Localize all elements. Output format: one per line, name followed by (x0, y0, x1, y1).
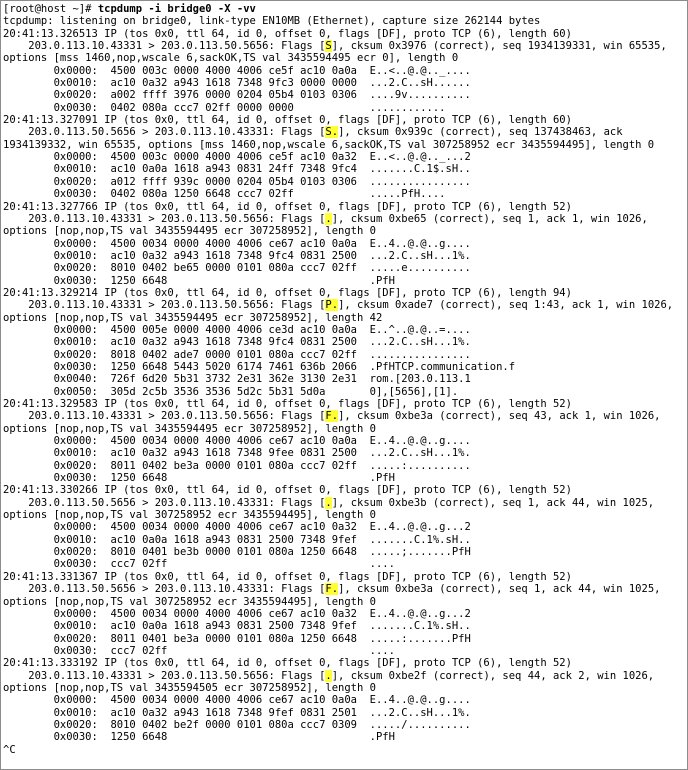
capture-output (3, 15, 687, 743)
output-text: ], cksum 0xbe3b (correct), seq 1, ack 44, win 1025, (331, 496, 655, 509)
output-text: 20:41:13.327091 IP (tos 0x0, ttl 64, id 0, offset 0, flags [DF], proto TCP (6), length 60) (3, 114, 572, 127)
output-text: 0x0030: 1250 6648 .PfH (3, 274, 395, 287)
output-line (3, 324, 687, 336)
output-line (3, 633, 687, 645)
output-text: ], cksum 0xbe65 (correct), seq 1, ack 1, win 1026, (331, 212, 648, 225)
output-line (3, 40, 687, 52)
output-line (3, 398, 687, 410)
output-text: 203.0.113.10.43331 > 203.0.113.50.5656: Flags [ (3, 669, 326, 682)
output-line (3, 89, 687, 101)
tcp-flags-highlight: . (325, 212, 332, 225)
output-line (3, 102, 687, 114)
output-text: 0x0020: 8011 0401 be3a 0000 0101 080a 1250 6648 .....:.......PfH (3, 632, 471, 645)
terminal-output (3, 3, 687, 756)
output-line (3, 176, 687, 188)
output-line (3, 472, 687, 484)
output-line (3, 484, 687, 496)
output-line (3, 275, 687, 287)
output-text: options [nop,nop,TS val 3435594505 ecr 307258952], length 0 (3, 681, 376, 694)
output-text: 0x0010: ac10 0a32 a943 1618 7348 9fef 0831 2501 ...2.C..sH...1%. (3, 706, 471, 719)
output-line (3, 583, 687, 595)
output-text: ], cksum 0xbe2f (correct), seq 44, ack 2, win 1026, (331, 669, 655, 682)
interrupt-text: ^C (3, 743, 16, 756)
output-text: 20:41:13.330266 IP (tos 0x0, ttl 64, id 0, offset 0, flags [DF], proto TCP (6), length 52) (3, 484, 572, 497)
output-text: options [nop,nop,TS val 3435594495 ecr 307258952], length 0 (3, 225, 376, 238)
output-text: 0x0020: a012 ffff 939c 0000 0204 05b4 0103 0306 ................ (3, 175, 471, 188)
output-line (3, 620, 687, 632)
output-line (3, 386, 687, 398)
command-text: tcpdump -i bridge0 -X -vv (97, 3, 256, 15)
output-text: 0x0010: ac10 0a32 a943 1618 7348 9fee 0831 2500 ...2.C..sH...1%. (3, 447, 471, 460)
output-line (3, 608, 687, 620)
output-line (3, 707, 687, 719)
output-line (3, 719, 687, 731)
output-text: 203.0.113.50.5656 > 203.0.113.10.43331: Flags [ (3, 583, 326, 596)
tcp-flags-highlight: S. (325, 126, 339, 139)
output-text: 203.0.113.10.43331 > 203.0.113.50.5656: Flags [ (3, 212, 326, 225)
output-text: 0x0020: 8018 0402 ade7 0000 0101 080a ccc7 02ff ................ (3, 348, 471, 361)
output-text: 203.0.113.10.43331 > 203.0.113.50.5656: Flags [ (3, 299, 326, 312)
output-text: 0x0020: a002 ffff 3976 0000 0204 05b4 0103 0306 ....9v.......... (3, 89, 471, 102)
output-text: 0x0030: 1250 6648 5443 5020 6174 7461 636b 2066 .PfHTCP.communication.f (3, 360, 516, 373)
tcp-flags-highlight: F. (325, 583, 339, 596)
output-text: 0x0030: 1250 6648 .PfH (3, 472, 395, 485)
output-text: 20:41:13.327766 IP (tos 0x0, ttl 64, id 0, offset 0, flags [DF], proto TCP (6), length 52) (3, 200, 572, 213)
interrupt-line (3, 744, 687, 756)
output-line (3, 262, 687, 274)
output-text: 0x0000: 4500 0034 0000 4000 4006 ce67 ac10 0a0a E..4..@.@..g.... (3, 694, 471, 707)
output-line (3, 201, 687, 213)
output-line (3, 534, 687, 546)
output-line (3, 225, 687, 237)
output-line (3, 596, 687, 608)
output-text: tcpdump: listening on bridge0, link-type EN10MB (Ethernet), capture size 262144 bytes (3, 15, 541, 28)
output-text: ], cksum 0xade7 (correct), seq 1:43, ack 1, win 1026, (338, 299, 674, 312)
output-text: 0x0000: 4500 003c 0000 4000 4006 ce5f ac10 0a0a E..<..@.@.._.... (3, 64, 471, 77)
output-line (3, 410, 687, 422)
output-line (3, 349, 687, 361)
output-text: 0x0000: 4500 003c 0000 4000 4006 ce5f ac10 0a32 E..<..@.@.._...2 (3, 151, 471, 164)
output-line (3, 682, 687, 694)
output-text: ], cksum 0x939c (correct), seq 137438463, ack (338, 126, 623, 139)
output-line (3, 52, 687, 64)
output-line (3, 460, 687, 472)
output-line (3, 670, 687, 682)
output-text: options [nop,nop,TS val 307258952 ecr 3435594495], length 0 (3, 509, 376, 522)
output-text: 0x0000: 4500 005e 0000 4000 4006 ce3d ac10 0a0a E..^..@.@..=.... (3, 323, 471, 336)
output-text: 20:41:13.326513 IP (tos 0x0, ttl 64, id 0, offset 0, flags [DF], proto TCP (6), length 60) (3, 27, 572, 40)
output-line (3, 15, 687, 27)
command-line (3, 3, 687, 15)
output-line (3, 336, 687, 348)
tcp-flags-highlight: . (325, 496, 332, 509)
output-text: 203.0.113.10.43331 > 203.0.113.50.5656: Flags [ (3, 40, 326, 53)
output-text: 20:41:13.329214 IP (tos 0x0, ttl 64, id 0, offset 0, flags [DF], proto TCP (6), length 94) (3, 286, 572, 299)
output-line (3, 497, 687, 509)
output-text: ], cksum 0x3976 (correct), seq 1934139331, win 65535, (331, 40, 667, 53)
output-text: 0x0010: ac10 0a0a 1618 a943 0831 24ff 7348 9fc4 .......C.1$.sH.. (3, 163, 471, 176)
output-line (3, 373, 687, 385)
output-text: 0x0000: 4500 0034 0000 4000 4006 ce67 ac10 0a32 E..4..@.@..g...2 (3, 521, 471, 534)
output-text: 0x0020: 8010 0402 be2f 0000 0101 080a ccc7 0309 ...../.......... (3, 718, 471, 731)
output-line (3, 312, 687, 324)
output-line (3, 287, 687, 299)
output-text: 0x0010: ac10 0a0a 1618 a943 0831 2500 7348 9fef .......C.1%.sH.. (3, 533, 471, 546)
output-line (3, 151, 687, 163)
output-text: 0x0030: ccc7 02ff .... (3, 644, 395, 657)
output-text: 0x0040: 726f 6d20 5b31 3732 2e31 362e 3130 2e31 rom.[203.0.113.1 (3, 373, 471, 386)
output-line (3, 299, 687, 311)
output-text: 0x0030: 0402 080a 1250 6648 ccc7 02ff .....PfH.... (3, 188, 446, 201)
output-text: 0x0030: ccc7 02ff .... (3, 558, 395, 571)
output-text: 0x0010: ac10 0a0a 1618 a943 0831 2500 7348 9fef .......C.1%.sH.. (3, 620, 471, 633)
tcp-flags-highlight: P. (325, 299, 339, 312)
output-text: 203.0.113.50.5656 > 203.0.113.10.43331: Flags [ (3, 496, 326, 509)
output-line (3, 250, 687, 262)
output-line (3, 435, 687, 447)
output-line (3, 114, 687, 126)
output-text: 0x0000: 4500 0034 0000 4000 4006 ce67 ac10 0a0a E..4..@.@..g.... (3, 237, 471, 250)
output-line (3, 163, 687, 175)
output-line (3, 447, 687, 459)
output-text: options [nop,nop,TS val 3435594495 ecr 307258952], length 0 (3, 422, 376, 435)
output-text: options [nop,nop,TS val 3435594495 ecr 307258952], length 42 (3, 311, 383, 324)
output-line (3, 126, 687, 138)
output-text: 0x0050: 305d 2c5b 3536 3536 5d2c 5b31 5d0a 0],[5656],[1]. (3, 385, 459, 398)
output-line (3, 558, 687, 570)
output-text: 0x0010: ac10 0a32 a943 1618 7348 9fc3 0000 0000 ...2.C..sH...... (3, 77, 471, 90)
shell-prompt: [root@host ~]# (3, 3, 98, 15)
output-text: 0x0000: 4500 0034 0000 4000 4006 ce67 ac10 0a32 E..4..@.@..g...2 (3, 607, 471, 620)
output-line (3, 238, 687, 250)
tcp-flags-highlight: F. (325, 410, 339, 423)
output-text: 20:41:13.329583 IP (tos 0x0, ttl 64, id 0, offset 0, flags [DF], proto TCP (6), length 52) (3, 398, 572, 410)
output-text: 0x0010: ac10 0a32 a943 1618 7348 9fc4 0831 2500 ...2.C..sH...1%. (3, 249, 471, 262)
output-text: 20:41:13.333192 IP (tos 0x0, ttl 64, id 0, offset 0, flags [DF], proto TCP (6), length 52) (3, 657, 572, 670)
output-line (3, 694, 687, 706)
tcp-flags-highlight: S (325, 40, 332, 53)
output-line (3, 28, 687, 40)
output-text: ], cksum 0xbe3a (correct), seq 43, ack 1, win 1026, (338, 410, 661, 423)
output-line (3, 77, 687, 89)
output-line (3, 65, 687, 77)
output-text: 1934139332, win 65535, options [mss 1460,nop,wscale 6,sackOK,TS val 307258952 ecr 3435594495], length 0 (3, 138, 655, 151)
output-text: 203.0.113.10.43331 > 203.0.113.50.5656: Flags [ (3, 410, 326, 423)
output-text: options [nop,nop,TS val 307258952 ecr 3435594495], length 0 (3, 595, 376, 608)
output-text: 0x0010: ac10 0a32 a943 1618 7348 9fc4 0831 2500 ...2.C..sH...1%. (3, 336, 471, 349)
output-text: 0x0020: 8010 0401 be3b 0000 0101 080a 1250 6648 .....;.......PfH (3, 546, 471, 559)
output-line (3, 361, 687, 373)
output-line (3, 657, 687, 669)
output-text: 0x0030: 1250 6648 .PfH (3, 731, 395, 744)
output-text: 0x0030: 0402 080a ccc7 02ff 0000 0000 ............ (3, 101, 446, 114)
output-line (3, 731, 687, 743)
output-line (3, 645, 687, 657)
output-text: 20:41:13.331367 IP (tos 0x0, ttl 64, id 0, offset 0, flags [DF], proto TCP (6), length 52) (3, 570, 572, 583)
output-line (3, 423, 687, 435)
output-text: ], cksum 0xbe3a (correct), seq 1, ack 44, win 1025, (338, 583, 661, 596)
output-text: 203.0.113.50.5656 > 203.0.113.10.43331: Flags [ (3, 126, 326, 139)
output-line (3, 139, 687, 151)
output-text: options [mss 1460,nop,wscale 6,sackOK,TS val 3435594495 ecr 0], length 0 (3, 52, 459, 65)
output-line (3, 213, 687, 225)
output-text: 0x0020: 8011 0402 be3a 0000 0101 080a ccc7 02ff .....:.......... (3, 459, 471, 472)
output-line (3, 546, 687, 558)
output-line (3, 571, 687, 583)
output-line (3, 509, 687, 521)
output-line (3, 521, 687, 533)
output-text: 0x0000: 4500 0034 0000 4000 4006 ce67 ac10 0a0a E..4..@.@..g.... (3, 435, 471, 448)
tcp-flags-highlight: . (325, 669, 332, 682)
output-line (3, 188, 687, 200)
output-text: 0x0020: 8010 0402 be65 0000 0101 080a ccc7 02ff .....e.......... (3, 262, 471, 275)
